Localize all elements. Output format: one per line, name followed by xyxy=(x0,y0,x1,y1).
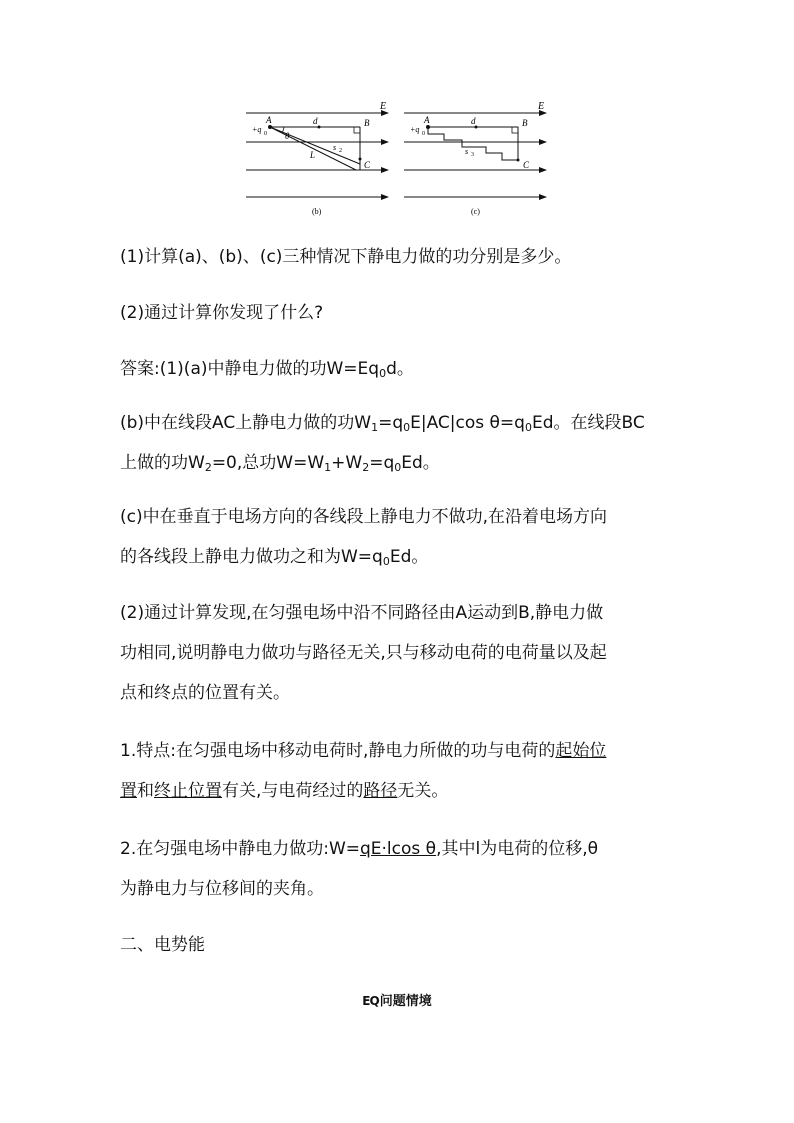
label-b: B xyxy=(364,118,370,128)
underlined-term: 置 xyxy=(120,781,137,801)
point-2-line-1 xyxy=(120,832,680,866)
midpoint xyxy=(318,126,321,129)
text: d。 xyxy=(386,359,414,379)
section-heading: 二、电势能 xyxy=(120,935,205,955)
electric-field-figure xyxy=(240,96,556,220)
caption-c: (c) xyxy=(471,207,480,216)
subscript: 1 xyxy=(324,461,332,474)
panel-b xyxy=(246,101,388,216)
subscript: 1 xyxy=(371,421,379,434)
subscript: 0 xyxy=(524,421,532,434)
label-charge-sub: 0 xyxy=(264,131,267,137)
label-l: L xyxy=(310,150,316,160)
eq-icon: EQ xyxy=(362,994,379,1008)
label-e: E xyxy=(380,101,387,112)
text: =0,总功W=W xyxy=(211,453,325,473)
answer-2-line-2: 功相同,说明静电力做功与路径无关,只与移动电荷的电荷量以及起 xyxy=(120,643,607,663)
answer-c-line-1: (c)中在垂直于电场方向的各线段上静电力不做功,在沿着电场方向 xyxy=(120,507,608,527)
point-1-line-1 xyxy=(120,734,680,768)
label-charge: +q xyxy=(252,125,262,134)
problem-context-tag xyxy=(0,990,794,1009)
panel-c xyxy=(404,101,546,216)
label-e: E xyxy=(538,101,545,112)
label-a: A xyxy=(266,115,272,125)
caption-b: (b) xyxy=(312,207,322,216)
answer-2-line-3: 点和终点的位置有关。 xyxy=(120,683,290,703)
point-1-line-2 xyxy=(120,774,680,808)
text: +W xyxy=(331,453,363,473)
point-c xyxy=(359,158,362,161)
path-ac-lower xyxy=(270,127,356,170)
field-diagram-svg xyxy=(240,96,556,220)
subscript: 2 xyxy=(362,461,370,474)
answer-b-line-1 xyxy=(120,406,680,440)
text: ,其中l为电荷的位移,θ xyxy=(436,839,599,859)
label-charge-sub: 0 xyxy=(422,131,425,137)
text: Ed。 xyxy=(389,547,429,567)
text: Ed。在线段BC xyxy=(531,413,645,433)
label-theta: θ xyxy=(285,131,290,141)
answer-b-line-2 xyxy=(120,446,680,480)
text: 有关,与电荷经过的 xyxy=(222,781,364,801)
text: 1.特点:在匀强电场中移动电荷时,静电力所做的功与电荷的 xyxy=(120,741,556,761)
text: 的各线段上静电力做功之和为W=q xyxy=(120,547,383,567)
label-a: A xyxy=(424,115,430,125)
answer-a xyxy=(120,352,680,386)
text: 2.在匀强电场中静电力做功:W= xyxy=(120,839,360,859)
text: 上做的功W xyxy=(120,453,205,473)
subscript: 0 xyxy=(394,461,402,474)
underlined-term: 终止位置 xyxy=(154,781,222,801)
label-s-sub: 3 xyxy=(471,152,474,158)
text: =q xyxy=(369,453,395,473)
label-s-sub: 2 xyxy=(339,148,342,154)
text: =q xyxy=(378,413,404,433)
label-c: C xyxy=(523,160,530,170)
underlined-term: 路径 xyxy=(363,781,398,801)
right-angle-mark xyxy=(354,127,360,133)
underlined-term: 起始位 xyxy=(555,741,607,761)
label-b: B xyxy=(522,118,528,128)
text: E|AC|cos θ=q xyxy=(410,413,525,433)
label-s: s xyxy=(333,143,337,152)
question-1: (1)计算(a)、(b)、(c)三种情况下静电力做的功分别是多少。 xyxy=(120,247,572,267)
text: Ed。 xyxy=(401,453,440,473)
label-d: d xyxy=(313,116,318,126)
text: 答案:(1)(a)中静电力做的功W=Eq xyxy=(120,359,380,379)
answer-c-line-2 xyxy=(120,540,680,574)
label-d: d xyxy=(471,116,476,126)
question-2: (2)通过计算你发现了什么? xyxy=(120,303,324,323)
subscript: 0 xyxy=(382,555,390,568)
label-s: s xyxy=(465,147,469,156)
underlined-term: qE·lcos θ xyxy=(360,839,437,859)
subscript: 2 xyxy=(204,461,212,474)
text: 无关。 xyxy=(397,781,449,801)
answer-2-line-1: (2)通过计算发现,在匀强电场中沿不同路径由A运动到B,静电力做 xyxy=(120,603,604,623)
point-2-line-2: 为静电力与位移间的夹角。 xyxy=(120,879,324,899)
label-c: C xyxy=(364,160,371,170)
text: 和 xyxy=(137,781,154,801)
subscript: 0 xyxy=(379,367,387,380)
label-charge: +q xyxy=(410,125,420,134)
text: (b)中在线段AC上静电力做的功W xyxy=(120,413,372,433)
right-angle-mark xyxy=(512,127,518,133)
subscript: 0 xyxy=(403,421,411,434)
tag-label: 问题情境 xyxy=(379,994,432,1009)
